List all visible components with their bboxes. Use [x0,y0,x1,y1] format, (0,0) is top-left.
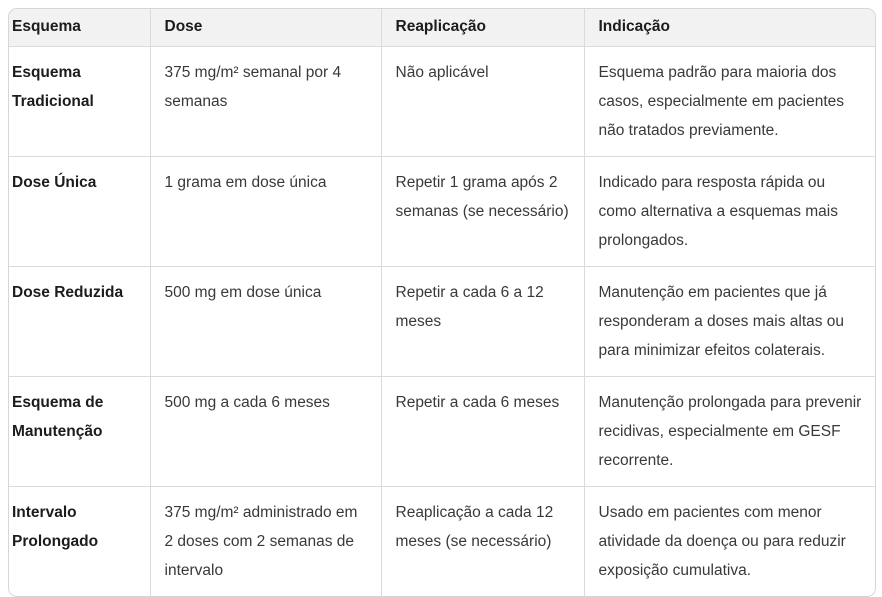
column-header-indicacao: Indicação [584,9,876,46]
cell-indicacao: Indicado para resposta rápida ou como alternativa a esquemas mais prolongados. [584,156,876,266]
column-header-esquema: Esquema [9,9,150,46]
table-row [9,486,876,596]
cell-indicacao: Manutenção prolongada para prevenir recidivas, especialmente em GESF recorrente. [584,376,876,486]
cell-reaplicacao: Repetir a cada 6 a 12 meses [381,266,584,376]
cell-indicacao: Esquema padrão para maioria dos casos, especialmente em pacientes não tratados previamente. [584,46,876,156]
table-header [9,9,876,46]
dosing-table [9,9,876,596]
table-row [9,376,876,486]
cell-dose: 1 grama em dose única [150,156,381,266]
cell-esquema: Esquema de Manutenção [9,376,150,486]
cell-dose: 500 mg em dose única [150,266,381,376]
column-header-reaplicacao: Reaplicação [381,9,584,46]
cell-indicacao: Manutenção em pacientes que já responderam a doses mais altas ou para minimizar efeitos colaterais. [584,266,876,376]
dosing-table-container [8,8,876,597]
cell-reaplicacao: Repetir a cada 6 meses [381,376,584,486]
table-row [9,156,876,266]
cell-dose: 375 mg/m² administrado em 2 doses com 2 semanas de intervalo [150,486,381,596]
table-row [9,46,876,156]
table-body [9,46,876,596]
cell-dose: 375 mg/m² semanal por 4 semanas [150,46,381,156]
header-row [9,9,876,46]
cell-esquema: Dose Única [9,156,150,266]
cell-reaplicacao: Não aplicável [381,46,584,156]
cell-indicacao: Usado em pacientes com menor atividade da doença ou para reduzir exposição cumulativa. [584,486,876,596]
column-header-dose: Dose [150,9,381,46]
cell-reaplicacao: Repetir 1 grama após 2 semanas (se necessário) [381,156,584,266]
cell-esquema: Dose Reduzida [9,266,150,376]
cell-reaplicacao: Reaplicação a cada 12 meses (se necessário) [381,486,584,596]
cell-esquema: Intervalo Prolongado [9,486,150,596]
cell-dose: 500 mg a cada 6 meses [150,376,381,486]
cell-esquema: Esquema Tradicional [9,46,150,156]
table-row [9,266,876,376]
